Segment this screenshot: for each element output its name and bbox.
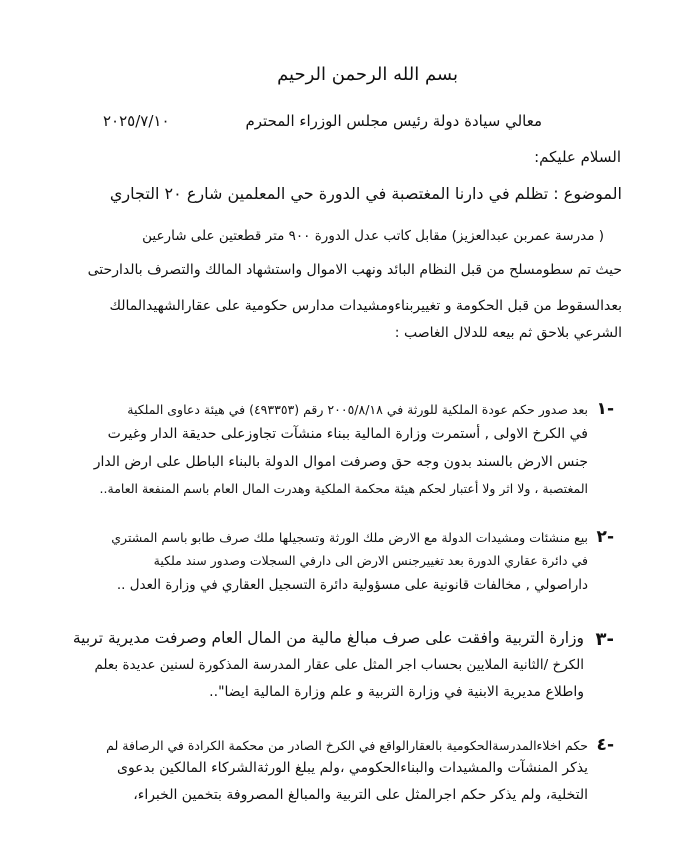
item-number: ٢- <box>596 527 614 547</box>
greeting: السلام عليكم: <box>534 148 621 166</box>
item-line: في دائرة عقاري الدورة بعد تغييرجنس الارض الى دارفي السجلات وصدور سند ملكية <box>153 553 588 568</box>
item-line: واطلاع مديرية الابنية في وزارة التربية و علم وزارة المالية ايضا".. <box>209 684 584 700</box>
letter-date: ٢٠٢٥/٧/١٠ <box>103 112 170 130</box>
item-line: بيع منشئات ومشيدات الدولة مع الارض ملك الورثة وتسجيلها ملك صرف طابو باسم المشتري <box>111 530 588 545</box>
intro-line: ( مدرسة عمربن عبدالعزيز) مقابل كاتب عدل الدورة ٩٠٠ متر قطعتين على شارعين <box>142 228 604 244</box>
item-number: ٤- <box>596 735 614 755</box>
item-line: بعد صدور حكم عودة الملكية للورثة في ٢٠٠٥/٨/١٨ رقم (٤٩٣٣٥٣) في هيئة دعاوى الملكية <box>127 402 588 417</box>
item-number: ١- <box>596 399 614 419</box>
intro-line: بعدالسقوط من قبل الحكومة و تغييربناءومشيدات مدارس حكومية على عقارالشهيدالمالك <box>109 298 622 314</box>
item-line: التخلية، ولم يذكر حكم اجرالمثل على التربية والمبالغ المصروفة بتخمين الخبراء، <box>133 787 588 803</box>
item-line: وزارة التربية وافقت على صرف مبالغ مالية من المال العام وصرفت مديرية تربية <box>72 629 584 647</box>
item-line: في الكرخ الاولى , أستمرت وزارة المالية ببناء منشآت تجاوزعلى حديقة الدار وغيرت <box>107 426 588 442</box>
item-line: يذكر المنشآت والمشيدات والبناءالحكومي ،ولم يبلغ الورثةالشركاء المالكين بدعوى <box>116 760 588 776</box>
basmala: بسم الله الرحمن الرحيم <box>277 64 458 85</box>
addressee: معالي سيادة دولة رئيس مجلس الوزراء المحترم <box>245 112 542 130</box>
item-number: ٣- <box>595 629 614 650</box>
item-line: داراصولي , مخالفات قانونية على مسؤولية دائرة التسجيل العقاري في وزارة العدل .. <box>116 577 588 593</box>
item-line: حكم اخلاءالمدرسةالحكومية بالعقارالواقع في الكرخ الصادر من محكمة الكرادة في الرصافة لم <box>106 738 588 753</box>
intro-line: حيث تم سطومسلح من قبل النظام البائد ونهب الاموال واستشهاد المالك والتصرف بالدارحتى <box>87 262 622 278</box>
item-line: المغتصبة ، ولا اثر ولا أعتبار لحكم هيئة محكمة الملكية وهدرت المال العام باسم المنفعة العامة.. <box>99 481 588 496</box>
subject-line: الموضوع : تظلم في دارنا المغتصبة في الدورة حي المعلمين شارع ٢٠ التجاري <box>109 184 622 203</box>
intro-line: الشرعي بلاحق ثم بيعه للدلال الغاصب : <box>394 325 622 341</box>
item-line: جنس الارض بالسند بدون وجه حق وصرفت اموال الدولة بالبناء الباطل على ارض الدار <box>93 454 588 470</box>
item-line: الكرخ /الثانية الملايين بحساب اجر المثل على عقار المدرسة المذكورة لسنين عديدة بعلم <box>94 657 584 673</box>
